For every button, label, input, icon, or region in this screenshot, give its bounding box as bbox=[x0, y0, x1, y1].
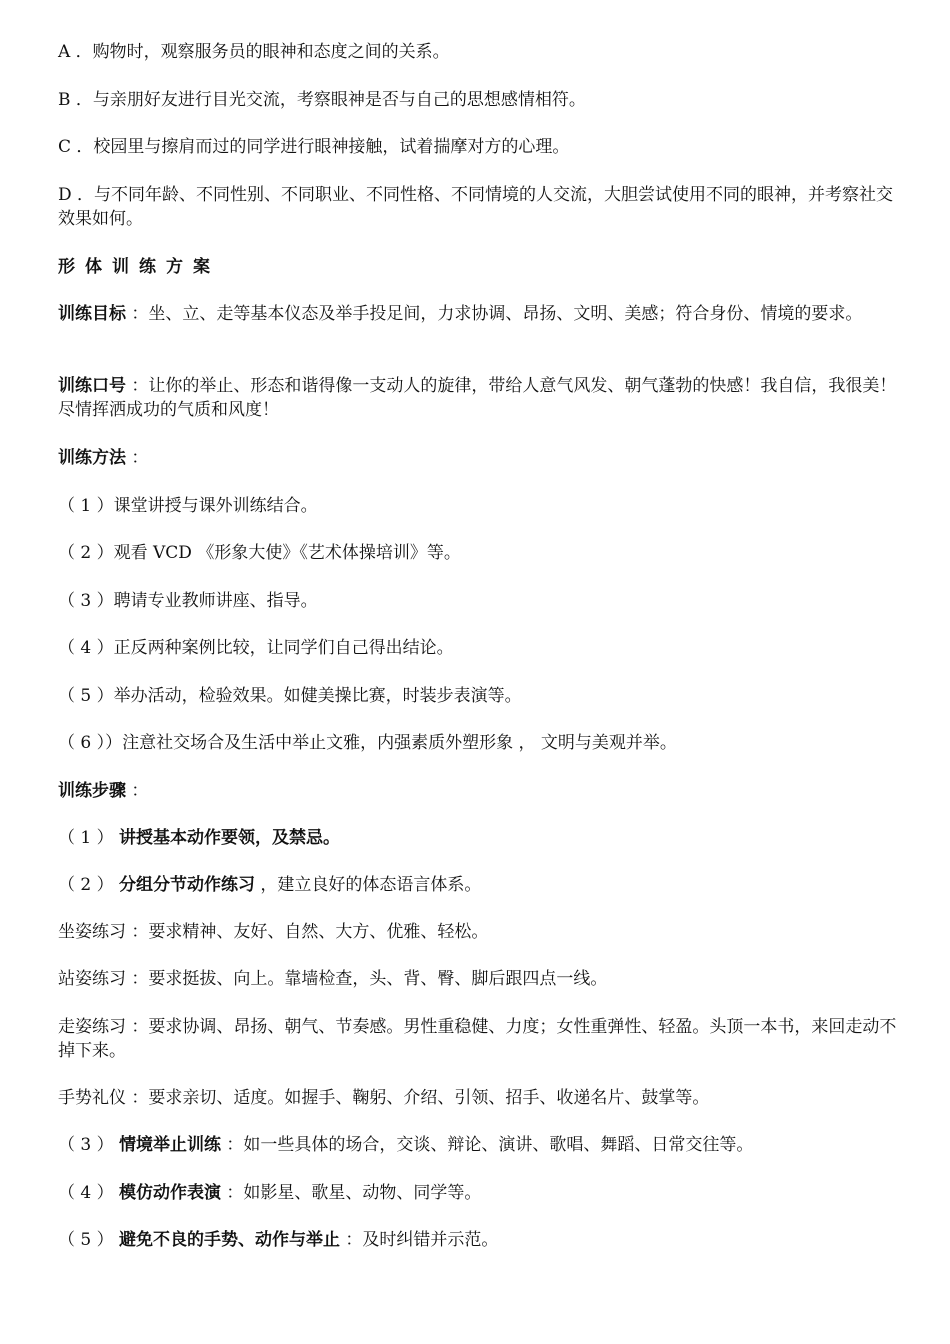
step-4 bbox=[58, 1181, 900, 1205]
step-5-title: 避免不良的手势、动作与举止 bbox=[119, 1230, 341, 1250]
step-1-number: （ 1 ） bbox=[58, 828, 120, 848]
option-a: A ．购物时，观察服务员的眼神和态度之间的关系。 bbox=[58, 42, 450, 62]
step-3 bbox=[58, 1133, 900, 1157]
method-item-5: （ 5 ）举办活动，检验效果。如健美操比赛，时装步表演等。 bbox=[58, 686, 522, 706]
practice-standing: 站姿练习 ：要求挺拔、向上。靠墙检查，头、背、臀、脚后跟四点一线。 bbox=[58, 969, 608, 989]
step-5-number: （ 5 ） bbox=[58, 1230, 120, 1250]
step-2-text: ，建立良好的体态语言体系。 bbox=[255, 875, 482, 895]
step-2 bbox=[58, 873, 900, 897]
method-item-3: （ 3 ）聘请专业教师讲座、指导。 bbox=[58, 591, 318, 611]
step-2-number: （ 2 ） bbox=[58, 875, 120, 895]
step-4-title: 模仿动作表演 bbox=[119, 1183, 222, 1203]
option-c: C ．校园里与擦肩而过的同学进行眼神接触，试着揣摩对方的心理。 bbox=[58, 137, 570, 157]
method-item-1: （ 1 ）课堂讲授与课外训练结合。 bbox=[58, 496, 318, 516]
steps-label: 训练步骤 bbox=[58, 781, 126, 801]
step-2-title: 分组分节动作练习 bbox=[119, 875, 256, 895]
training-slogan bbox=[58, 374, 900, 422]
steps-suffix: ： bbox=[126, 781, 149, 801]
step-1 bbox=[58, 826, 900, 850]
step-4-number: （ 4 ） bbox=[58, 1183, 120, 1203]
method-item-6: （ 6 ））注意社交场合及生活中举止文雅，内强素质外塑形象 ， 文明与美观并举。 bbox=[58, 733, 677, 753]
practice-gestures: 手势礼仪 ：要求亲切、适度。如握手、鞠躬、介绍、引领、招手、收递名片、鼓掌等。 bbox=[58, 1088, 710, 1108]
methods-suffix: ： bbox=[126, 448, 149, 468]
method-item-2: （ 2 ）观看 VCD 《形象大使》《艺术体操培训》等。 bbox=[58, 543, 461, 563]
training-goal-text: ：坐、立、走等基本仪态及举手投足间，力求协调、昂扬、文明、美感；符合身份、情境的要求。 bbox=[126, 304, 863, 324]
step-1-title: 讲授基本动作要领，及禁忌。 bbox=[119, 828, 341, 848]
plan-title: 形体训练方案 bbox=[58, 257, 220, 277]
methods-label: 训练方法 bbox=[58, 448, 126, 468]
step-4-text: ：如影星、歌星、动物、同学等。 bbox=[221, 1183, 482, 1203]
step-5 bbox=[58, 1228, 900, 1252]
training-slogan-label: 训练口号 bbox=[58, 376, 126, 396]
option-b: B ．与亲朋好友进行目光交流，考察眼神是否与自己的思想感情相符。 bbox=[58, 90, 586, 110]
steps-heading bbox=[58, 779, 900, 803]
step-5-text: ：及时纠错并示范。 bbox=[340, 1230, 499, 1250]
option-d: D ．与不同年龄、不同性别、不同职业、不同性格、不同情境的人交流，大胆尝试使用不同的眼神，并考察社交效果如何。 bbox=[58, 185, 894, 229]
step-3-number: （ 3 ） bbox=[58, 1135, 120, 1155]
practice-sitting: 坐姿练习 ：要求精神、友好、自然、大方、优雅、轻松。 bbox=[58, 922, 489, 942]
method-item-4: （ 4 ）正反两种案例比较，让同学们自己得出结论。 bbox=[58, 638, 454, 658]
training-goal bbox=[58, 302, 900, 326]
methods-heading bbox=[58, 446, 900, 470]
step-3-text: ：如一些具体的场合，交谈、辩论、演讲、歌唱、舞蹈、日常交往等。 bbox=[221, 1135, 754, 1155]
training-goal-label: 训练目标 bbox=[58, 304, 126, 324]
training-slogan-text: ：让你的举止、形态和谐得像一支动人的旋律，带给人意气风发、朝气蓬勃的快感！我自信，我很美！尽情挥洒成功的气质和风度！ bbox=[58, 376, 897, 420]
step-3-title: 情境举止训练 bbox=[119, 1135, 222, 1155]
practice-walking: 走姿练习 ：要求协调、昂扬、朝气、节奏感。男性重稳健、力度；女性重弹性、轻盈。头顶一本书，来回走动不掉下来。 bbox=[58, 1017, 897, 1061]
